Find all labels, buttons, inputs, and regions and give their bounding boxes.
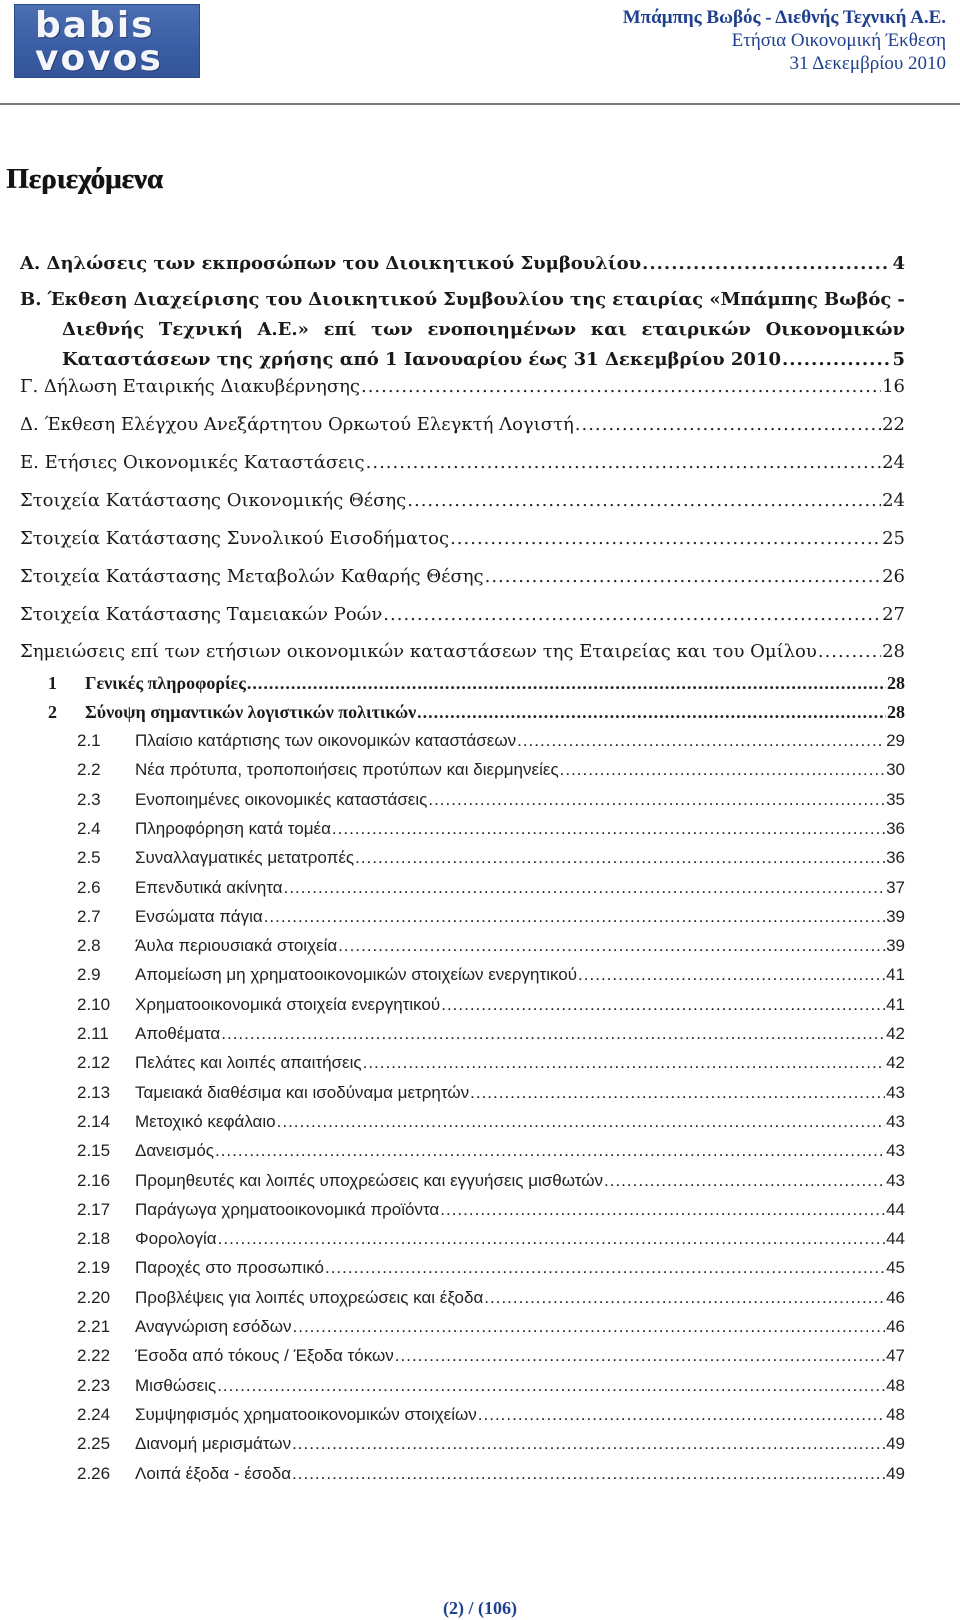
toc-entry-text: Λοιπά έξοδα - έσοδα — [135, 1463, 292, 1483]
toc-entry-word: Έκθεση — [47, 289, 128, 310]
toc-page-number: 39 — [886, 906, 905, 926]
toc-entry-subsection[interactable] — [77, 848, 905, 868]
toc-entry-subsection[interactable] — [77, 878, 905, 898]
toc-entry-main[interactable] — [20, 452, 905, 473]
toc-entry-subsection[interactable] — [77, 1346, 905, 1366]
toc-entry-label — [77, 878, 283, 898]
toc-page-number: 28 — [887, 702, 905, 722]
toc-entry-text: Καταστάσεων της χρήσης από 1 Ιανουαρίου έως 31 Δεκεμβρίου 2010 — [62, 349, 781, 370]
toc-entry-label — [77, 1024, 220, 1044]
header-company: Μπάμπης Βωβός - Διεθνής Τεχνική Α.Ε. — [622, 7, 946, 28]
toc-entry-text: Πλαίσιο κατάρτισης των οικονομικών καταστάσεων — [135, 731, 517, 750]
toc-entry-main[interactable] — [20, 376, 905, 397]
toc-entry-text: Πελάτες και λοιπές απαιτήσεις — [135, 1053, 362, 1073]
toc-entry-word: ενοποιημένων — [427, 319, 577, 340]
toc-entry-subsection[interactable] — [77, 731, 905, 751]
toc-entry-subsection[interactable] — [77, 1317, 905, 1337]
toc-entry-text: Άυλα περιουσιακά στοιχεία — [135, 936, 338, 956]
toc-entry-text: Στοιχεία Κατάστασης Ταμειακών Ροών — [20, 604, 383, 625]
toc-entry-text: Προμηθευτές και λοιπές υποχρεώσεις και εγγυήσεις μισθωτών — [135, 1170, 604, 1190]
toc-page-number: 43 — [886, 1082, 905, 1102]
toc-leader — [440, 1200, 885, 1220]
toc-entry-subsection[interactable] — [77, 1434, 905, 1454]
toc-entry-subsection[interactable] — [77, 1229, 905, 1249]
toc-leader — [363, 1053, 885, 1073]
toc-entry-text: Δ. Έκθεση Ελέγχου Ανεξάρτητου Ορκωτού Ελεγκτή Λογιστή — [20, 414, 574, 435]
toc-section-number: 1 — [48, 673, 57, 693]
toc-subsection-number: 2.10 — [77, 994, 111, 1014]
toc-leader — [560, 760, 885, 780]
toc-entry-word: του — [265, 289, 303, 310]
toc-subsection-number: 2.22 — [77, 1346, 111, 1366]
toc-page-number: 42 — [886, 1024, 905, 1043]
toc-leader — [417, 702, 886, 723]
toc-subsection-number: 2.16 — [77, 1170, 111, 1190]
toc-section-number: 2 — [48, 702, 57, 722]
toc-entry-subsection[interactable] — [77, 819, 905, 839]
toc-subsection-number: 2.25 — [77, 1434, 111, 1454]
toc-page-number: 36 — [886, 848, 905, 868]
toc-entry-text: Στοιχεία Κατάστασης Συνολικού Εισοδήματος — [20, 528, 450, 549]
toc-leader — [284, 878, 885, 898]
toc-page-number: 44 — [886, 1229, 905, 1249]
toc-entry-label — [77, 848, 354, 868]
toc-entry-b[interactable] — [20, 285, 905, 375]
document-header — [623, 6, 946, 75]
toc-page-number: 29 — [886, 731, 905, 750]
toc-entry-subsection[interactable] — [77, 1200, 905, 1220]
toc-entry-text: Ταμειακά διαθέσιμα και ισοδύναμα μετρητών — [135, 1082, 470, 1102]
toc-page-number: 25 — [882, 528, 905, 549]
toc-entry-text: Μετοχικό κεφάλαιο — [135, 1111, 276, 1131]
toc-entry-text: Αποθέματα — [135, 1024, 221, 1043]
toc-entry-label — [77, 731, 516, 751]
toc-leader — [642, 253, 891, 274]
toc-leader — [383, 604, 881, 625]
toc-leader — [217, 1376, 885, 1396]
logo-text-line2: vovos — [35, 38, 163, 79]
toc-page-number: 44 — [886, 1199, 905, 1219]
toc-subsection-number: 2.7 — [77, 906, 101, 926]
toc-leader — [325, 1258, 885, 1278]
toc-entry-label — [77, 1141, 214, 1161]
toc-entry-label — [77, 1346, 394, 1366]
toc-entry-word: Διαχείρισης — [133, 289, 260, 310]
toc-entry-subsection[interactable] — [77, 1112, 905, 1132]
toc-subsection-number: 2.18 — [77, 1229, 111, 1249]
toc-entry-text: Στοιχεία Κατάστασης Οικονομικής Θέσης — [20, 490, 407, 511]
toc-entry-text: Σημειώσεις επί των ετήσιων οικονομικών καταστάσεων της Εταιρείας και του Ομίλου — [20, 641, 817, 662]
toc-page-number: 16 — [882, 376, 905, 397]
toc-leader — [441, 995, 885, 1015]
toc-entry-label — [48, 702, 416, 723]
toc-entry-subsection[interactable] — [77, 907, 905, 927]
toc-page-number: 46 — [886, 1317, 905, 1336]
toc-page-number: 5 — [892, 349, 905, 370]
toc-entry-text: Προβλέψεις για λοιπές υποχρεώσεις και έξοδα — [135, 1287, 484, 1307]
toc-entry-subsection[interactable] — [77, 1405, 905, 1425]
toc-leader — [338, 936, 885, 956]
toc-leader — [215, 1141, 885, 1161]
toc-leader — [218, 1229, 885, 1249]
toc-leader — [292, 1434, 885, 1454]
toc-leader — [407, 490, 881, 511]
toc-leader — [395, 1346, 885, 1366]
toc-leader — [366, 452, 881, 473]
toc-entry-label — [77, 1171, 603, 1191]
company-logo — [14, 4, 200, 78]
toc-page-number: 28 — [882, 641, 905, 662]
toc-entry-label — [77, 1083, 469, 1103]
toc-page-number: 30 — [886, 760, 905, 780]
toc-heading: Περιεχόμενα — [6, 163, 163, 195]
toc-entry-main[interactable] — [20, 490, 905, 511]
toc-leader — [484, 1288, 885, 1308]
toc-page-number: 49 — [886, 1463, 905, 1483]
header-report-title: Ετήσια Οικονομική Έκθεση — [731, 30, 946, 51]
toc-subsection-number: 2.14 — [77, 1111, 111, 1131]
toc-page-number: 26 — [882, 566, 905, 587]
toc-entry-text: Παροχές στο προσωπικό — [135, 1258, 324, 1278]
toc-entry-label — [77, 936, 337, 956]
toc-entry-subsection[interactable] — [77, 1141, 905, 1161]
toc-entry-text: Συναλλαγματικές μετατροπές — [135, 848, 355, 868]
toc-page-number: 48 — [886, 1404, 905, 1424]
toc-entry-section[interactable] — [48, 673, 905, 694]
toc-page-number: 45 — [886, 1258, 905, 1278]
toc-entry-text: Χρηματοοικονομικά στοιχεία ενεργητικού — [135, 994, 441, 1014]
toc-entry-label — [77, 1200, 439, 1220]
toc-entry-text: Α. Δηλώσεις των εκπροσώπων του Διοικητικού Συμβουλίου — [20, 253, 642, 274]
toc-entry-label — [48, 673, 246, 694]
toc-entry-text: Σύνοψη σημαντικών λογιστικών πολιτικών — [85, 702, 417, 722]
toc-subsection-number: 2.6 — [77, 877, 101, 897]
toc-entry-label — [77, 819, 331, 839]
toc-entry-main[interactable] — [20, 566, 905, 587]
toc-entry-word: Β. — [20, 289, 42, 310]
toc-subsection-number: 2.15 — [77, 1141, 111, 1161]
toc-entry-word: των — [371, 319, 413, 340]
toc-entry-label — [77, 1405, 477, 1425]
logo-text-line1: babis — [35, 5, 155, 46]
toc-page-number: 47 — [886, 1346, 905, 1366]
toc-leader — [361, 376, 881, 397]
toc-page-number: 49 — [886, 1434, 905, 1454]
toc-entry-text: Ενσώματα πάγια — [135, 906, 263, 926]
toc-entry-subsection[interactable] — [77, 936, 905, 956]
toc-entry-text: Αναγνώριση εσόδων — [135, 1317, 292, 1336]
toc-page-number: 24 — [882, 452, 905, 473]
toc-page-number: 42 — [886, 1053, 905, 1073]
toc-page-number: 35 — [886, 789, 905, 809]
page-footer: (2) / (106) — [443, 1598, 517, 1618]
toc-entry-label — [77, 907, 263, 927]
toc-leader — [428, 790, 885, 810]
toc-entry-label — [77, 1053, 362, 1073]
toc-entry-text: Ενοποιημένες οικονομικές καταστάσεις — [135, 789, 428, 809]
toc-entry-text: Νέα πρότυπα, τροποποιήσεις προτύπων και διερμηνείες — [135, 760, 559, 780]
header-divider — [0, 103, 960, 105]
toc-entry-word: «Μπάμπης — [709, 289, 818, 310]
toc-subsection-number: 2.4 — [77, 818, 101, 838]
toc-entry-word: εταιρικών — [641, 319, 751, 340]
toc-entry-text: Μισθώσεις — [135, 1375, 217, 1395]
toc-entry-word: Βωβός — [824, 289, 892, 310]
toc-page-number: 24 — [882, 490, 905, 511]
toc-subsection-number: 2.19 — [77, 1258, 111, 1278]
toc-leader — [293, 1317, 886, 1337]
toc-entry-text: Φορολογία — [135, 1229, 217, 1249]
toc-page-number: 4 — [892, 253, 905, 274]
toc-leader — [221, 1024, 885, 1044]
toc-entry-word: - — [897, 289, 905, 310]
toc-entry-label — [77, 1288, 483, 1308]
toc-entry-text: Επενδυτικά ακίνητα — [135, 877, 283, 897]
toc-subsection-number: 2.23 — [77, 1375, 111, 1395]
toc-leader — [355, 848, 885, 868]
toc-page-number: 28 — [887, 673, 905, 693]
toc-page-number: 36 — [886, 818, 905, 838]
toc-entry-label — [77, 1317, 292, 1337]
toc-entry-subsection[interactable] — [77, 1464, 905, 1484]
toc-entry-label — [77, 995, 440, 1015]
toc-entry-label — [77, 1464, 291, 1484]
toc-entry-word: και — [590, 319, 627, 340]
toc-subsection-number: 2.2 — [77, 760, 101, 780]
toc-leader — [575, 414, 881, 435]
toc-entry-text: Γενικές πληροφορίες — [85, 673, 246, 693]
toc-leader — [604, 1171, 885, 1191]
toc-entry-text: Διανομή μερισμάτων — [135, 1434, 292, 1454]
toc-entry-word: Διεθνής — [62, 319, 145, 340]
toc-entry-main[interactable] — [20, 604, 905, 625]
toc-subsection-number: 2.20 — [77, 1287, 111, 1307]
toc-entry-word: Α.Ε.» — [257, 319, 309, 340]
toc-entry-word: εταιρίας — [612, 289, 704, 310]
toc-page-number: 37 — [886, 877, 905, 897]
toc-entry-subsection[interactable] — [77, 1053, 905, 1073]
toc-leader — [292, 1464, 885, 1484]
toc-entry-b-line1 — [20, 285, 905, 315]
toc-leader — [277, 1112, 885, 1132]
toc-entry-word: της — [569, 289, 607, 310]
toc-entry-word: Συμβουλίου — [443, 289, 564, 310]
toc-entry-text: Στοιχεία Κατάστασης Μεταβολών Καθαρής Θέσης — [20, 566, 484, 587]
toc-entry-subsection[interactable] — [77, 965, 905, 985]
toc-subsection-number: 2.13 — [77, 1082, 111, 1102]
toc-entry-label — [77, 790, 427, 810]
toc-entry-subsection[interactable] — [77, 760, 905, 780]
toc-entry-text: Ε. Ετήσιες Οικονομικές Καταστάσεις — [20, 452, 365, 473]
toc-entry-text: Δανεισμός — [135, 1141, 214, 1161]
toc-entry-main[interactable] — [20, 641, 905, 662]
toc-subsection-number: 2.26 — [77, 1463, 111, 1483]
toc-subsection-number: 2.5 — [77, 848, 101, 868]
toc-page-number: 43 — [886, 1141, 905, 1161]
toc-entry-word: Διοικητικού — [308, 289, 438, 310]
toc-page-number: 27 — [882, 604, 905, 625]
toc-leader — [782, 345, 891, 375]
toc-subsection-number: 2.24 — [77, 1404, 111, 1424]
toc-subsection-number: 2.21 — [77, 1317, 111, 1336]
toc-leader — [264, 907, 885, 927]
toc-subsection-number: 2.1 — [77, 731, 101, 750]
toc-leader — [478, 1405, 885, 1425]
header-date: 31 Δεκεμβρίου 2010 — [789, 53, 946, 74]
toc-entry-text: Απομείωση μη χρηματοοικονομικών στοιχείων ενεργητικού — [135, 965, 578, 985]
toc-page-number: 48 — [886, 1375, 905, 1395]
toc-entry-subsection[interactable] — [77, 1258, 905, 1278]
toc-entry-label — [77, 1112, 276, 1132]
toc-entry-label — [77, 1258, 324, 1278]
toc-subsection-number: 2.12 — [77, 1053, 111, 1073]
toc-entry-subsection[interactable] — [77, 1376, 905, 1396]
toc-entry-b-line2 — [20, 315, 905, 345]
toc-page-number: 41 — [886, 965, 905, 985]
toc-entry-label — [77, 1376, 216, 1396]
toc-entry-subsection[interactable] — [77, 1171, 905, 1191]
toc-leader — [332, 819, 885, 839]
toc-page-number: 43 — [886, 1111, 905, 1131]
toc-subsection-number: 2.8 — [77, 936, 101, 956]
toc-entry-b-line3 — [20, 345, 905, 375]
toc-entry-word: Οικονομικών — [765, 319, 905, 340]
toc-leader — [517, 731, 885, 751]
toc-subsection-number: 2.17 — [77, 1199, 111, 1219]
toc-entry-word: Τεχνική — [158, 319, 243, 340]
toc-page-number: 46 — [886, 1287, 905, 1307]
toc-entry-subsection[interactable] — [77, 1288, 905, 1308]
toc-leader — [247, 673, 886, 694]
toc-entry-text: Συμψηφισμός χρηματοοικονομικών στοιχείων — [135, 1404, 477, 1424]
toc-entry-text: Πληροφόρηση κατά τομέα — [135, 818, 331, 838]
toc-entry-label — [77, 1229, 217, 1249]
toc-entry-subsection[interactable] — [77, 995, 905, 1015]
toc-page-number: 22 — [882, 414, 905, 435]
toc-entry-subsection[interactable] — [77, 1024, 905, 1044]
toc-entry-subsection[interactable] — [77, 1083, 905, 1103]
toc-leader — [818, 641, 881, 662]
toc-entry-subsection[interactable] — [77, 790, 905, 810]
toc-entry-word: επί — [323, 319, 357, 340]
toc-entry-text: Παράγωγα χρηματοοικονομικά προϊόντα — [135, 1199, 440, 1219]
toc-leader — [485, 566, 881, 587]
toc-entry-label — [77, 965, 577, 985]
toc-leader — [578, 965, 885, 985]
toc-entry-label — [77, 1434, 291, 1454]
toc-entry-main[interactable] — [20, 528, 905, 549]
toc-entry-text: Έσοδα από τόκους / Έξοδα τόκων — [135, 1346, 394, 1366]
toc-leader — [450, 528, 881, 549]
toc-subsection-number: 2.9 — [77, 965, 101, 985]
toc-entry-text: Γ. Δήλωση Εταιρικής Διακυβέρνησης — [20, 376, 360, 397]
toc-entry-section[interactable] — [48, 702, 905, 723]
toc-entry-label — [77, 760, 559, 780]
toc-subsection-number: 2.11 — [77, 1024, 109, 1043]
toc-page-number: 43 — [886, 1170, 905, 1190]
toc-entry-a[interactable] — [20, 253, 905, 274]
toc-page-number: 41 — [886, 994, 905, 1014]
toc-entry-main[interactable] — [20, 414, 905, 435]
toc-subsection-number: 2.3 — [77, 789, 101, 809]
toc-page-number: 39 — [886, 936, 905, 956]
toc-leader — [470, 1083, 885, 1103]
